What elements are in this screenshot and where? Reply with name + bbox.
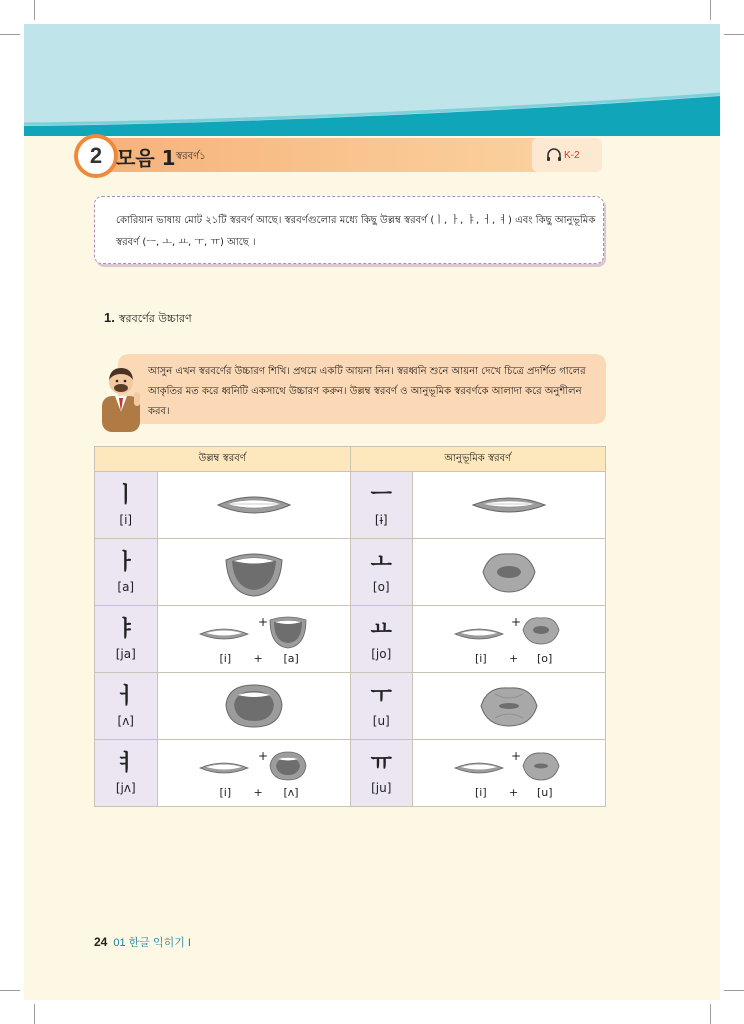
table-row: [95, 472, 606, 539]
mouth-image-cell: [413, 673, 606, 740]
part-label: +: [509, 652, 519, 665]
part-label: +: [253, 786, 263, 799]
part-label: [i]: [219, 786, 232, 799]
section-number: 2: [74, 134, 118, 178]
mouth-yu-illustration: [413, 744, 605, 786]
mouth-combination: [413, 606, 605, 672]
part-label: [o]: [537, 652, 553, 665]
vowel-cell: [95, 740, 158, 807]
svg-text:+: +: [257, 615, 268, 629]
mouth-image-cell: [413, 606, 606, 673]
mouth-eu-illustration: [469, 487, 549, 523]
vowel-cell: [350, 740, 413, 807]
vowel-cell: [350, 539, 413, 606]
mouth-yo-illustration: [413, 610, 605, 652]
mouth-image-cell: [157, 740, 350, 807]
crop-mark: [34, 0, 35, 20]
vowel-ipa: [ju]: [371, 781, 392, 795]
vowel-char: ㅑ: [115, 617, 137, 642]
part-label: [a]: [283, 652, 299, 665]
mouth-eo-illustration: [222, 681, 286, 731]
audio-track-label: K-2: [564, 150, 580, 161]
mouth-i-illustration: [214, 487, 294, 523]
vowel-cell: [95, 539, 158, 606]
vowel-cell: [95, 472, 158, 539]
crop-mark: [34, 1004, 35, 1024]
vowel-char: ㅓ: [115, 684, 137, 709]
headphone-icon[interactable]: [546, 148, 562, 162]
vowel-cell: [95, 673, 158, 740]
table-row: [95, 539, 606, 606]
vowel-char: ㅠ: [370, 751, 392, 776]
page-number: 24: [94, 935, 108, 949]
vowel-ipa: [jʌ]: [115, 781, 136, 795]
section-title: 모음 1: [116, 146, 176, 170]
instruction-text: আসুন এখন স্বরবর্ণের উচ্চারণ শিখি। প্রথমে একটি আয়না নিন। স্বরধ্বনি শুনে আয়না দেখে চিত্রে প্রদর্শিত গালের আকৃতির মত করে ধ্বনিটি একসাথে উচ্চারণ করুন। উল্লম্ব স্বরবর্ণ ও আনুভূমিক স্বরবর্ণকে আলাদা করে অনুশীলন করব।: [148, 366, 586, 417]
mouth-image-cell: [157, 606, 350, 673]
crop-mark: [710, 1004, 711, 1024]
mouth-combination: [413, 740, 605, 806]
mouth-a-illustration: [222, 546, 286, 598]
mouth-u-illustration: [477, 682, 541, 730]
page-footer: [94, 934, 191, 950]
vowel-ipa: [ja]: [115, 647, 136, 661]
part-label: [i]: [475, 786, 487, 799]
header-vertical-vowels: উল্লম্ব স্বরবর্ণ: [95, 447, 351, 472]
part-label: +: [253, 652, 263, 665]
part-label: +: [509, 786, 519, 799]
svg-text:+: +: [257, 749, 268, 763]
intro-line-2: স্বরবর্ণ (ㅡ, ㅗ, ㅛ, ㅜ, ㅠ) আছে ।: [116, 237, 256, 248]
vowel-ipa: [i]: [119, 513, 133, 527]
vowel-ipa: [u]: [372, 714, 390, 728]
table-row: [95, 740, 606, 807]
vowel-char: ㅕ: [115, 751, 137, 776]
teacher-illustration: [96, 362, 146, 432]
mouth-yeo-illustration: [158, 744, 350, 786]
table-row: [95, 606, 606, 673]
vowel-ipa: [ɨ]: [374, 513, 388, 527]
vowel-ipa: [ʌ]: [117, 714, 134, 728]
intro-line-1: কোরিয়ান ভাষায় মোট ২১টি স্বরবর্ণ আছে। স্বরবর্ণগুলোর মধ্যে কিছু উল্লম্ব স্বরবর্ণ (ㅣ, ㅏ, ㅑ, ㅓ, ㅕ) এবং কিছু আনুভূমিক: [116, 215, 596, 226]
part-label: [i]: [219, 652, 232, 665]
vowel-cell: [95, 606, 158, 673]
part-label: [u]: [537, 786, 553, 799]
header-horizontal-vowels: আনুভূমিক স্বরবর্ণ: [350, 447, 606, 472]
vowel-table: [94, 446, 606, 807]
subsection-heading: [104, 310, 192, 329]
crop-mark: [724, 34, 744, 35]
vowel-ipa: [jo]: [371, 647, 392, 661]
header-band: [24, 24, 720, 136]
header-wave: [24, 24, 720, 136]
vowel-cell: [350, 606, 413, 673]
svg-text:+: +: [511, 749, 522, 763]
mouth-image-cell: [413, 539, 606, 606]
part-label: [i]: [475, 652, 487, 665]
chapter-title: 01 한글 익히기 I: [113, 937, 191, 949]
crop-mark: [0, 34, 20, 35]
vowel-cell: [350, 673, 413, 740]
vowel-ipa: [a]: [117, 580, 135, 594]
mouth-image-cell: [413, 472, 606, 539]
intro-text: [116, 210, 596, 254]
mouth-image-cell: [157, 673, 350, 740]
vowel-cell: [350, 472, 413, 539]
crop-mark: [710, 0, 711, 20]
vowel-char: ㅣ: [115, 483, 137, 508]
vowel-char: ㅗ: [370, 550, 392, 575]
mouth-image-cell: [157, 472, 350, 539]
vowel-char: ㅡ: [370, 483, 392, 508]
mouth-combination: [158, 606, 350, 672]
mouth-image-cell: [413, 740, 606, 807]
table-row: [95, 673, 606, 740]
vowel-char: ㅜ: [370, 684, 392, 709]
svg-text:+: +: [511, 615, 522, 629]
subsection-title: স্বরবর্ণের উচ্চারণ: [118, 312, 192, 325]
crop-mark: [0, 990, 20, 991]
vowel-ipa: [o]: [372, 580, 390, 594]
subsection-number: 1.: [104, 310, 115, 325]
vowel-char: ㅏ: [115, 550, 137, 575]
crop-mark: [724, 990, 744, 991]
mouth-combination: [158, 740, 350, 806]
mouth-o-illustration: [479, 548, 539, 596]
part-label: [ʌ]: [283, 786, 299, 799]
mouth-ya-illustration: [158, 610, 350, 652]
section-subtitle: স্বরবর্ণ১: [176, 151, 206, 162]
vowel-char: ㅛ: [370, 617, 392, 642]
mouth-image-cell: [157, 539, 350, 606]
